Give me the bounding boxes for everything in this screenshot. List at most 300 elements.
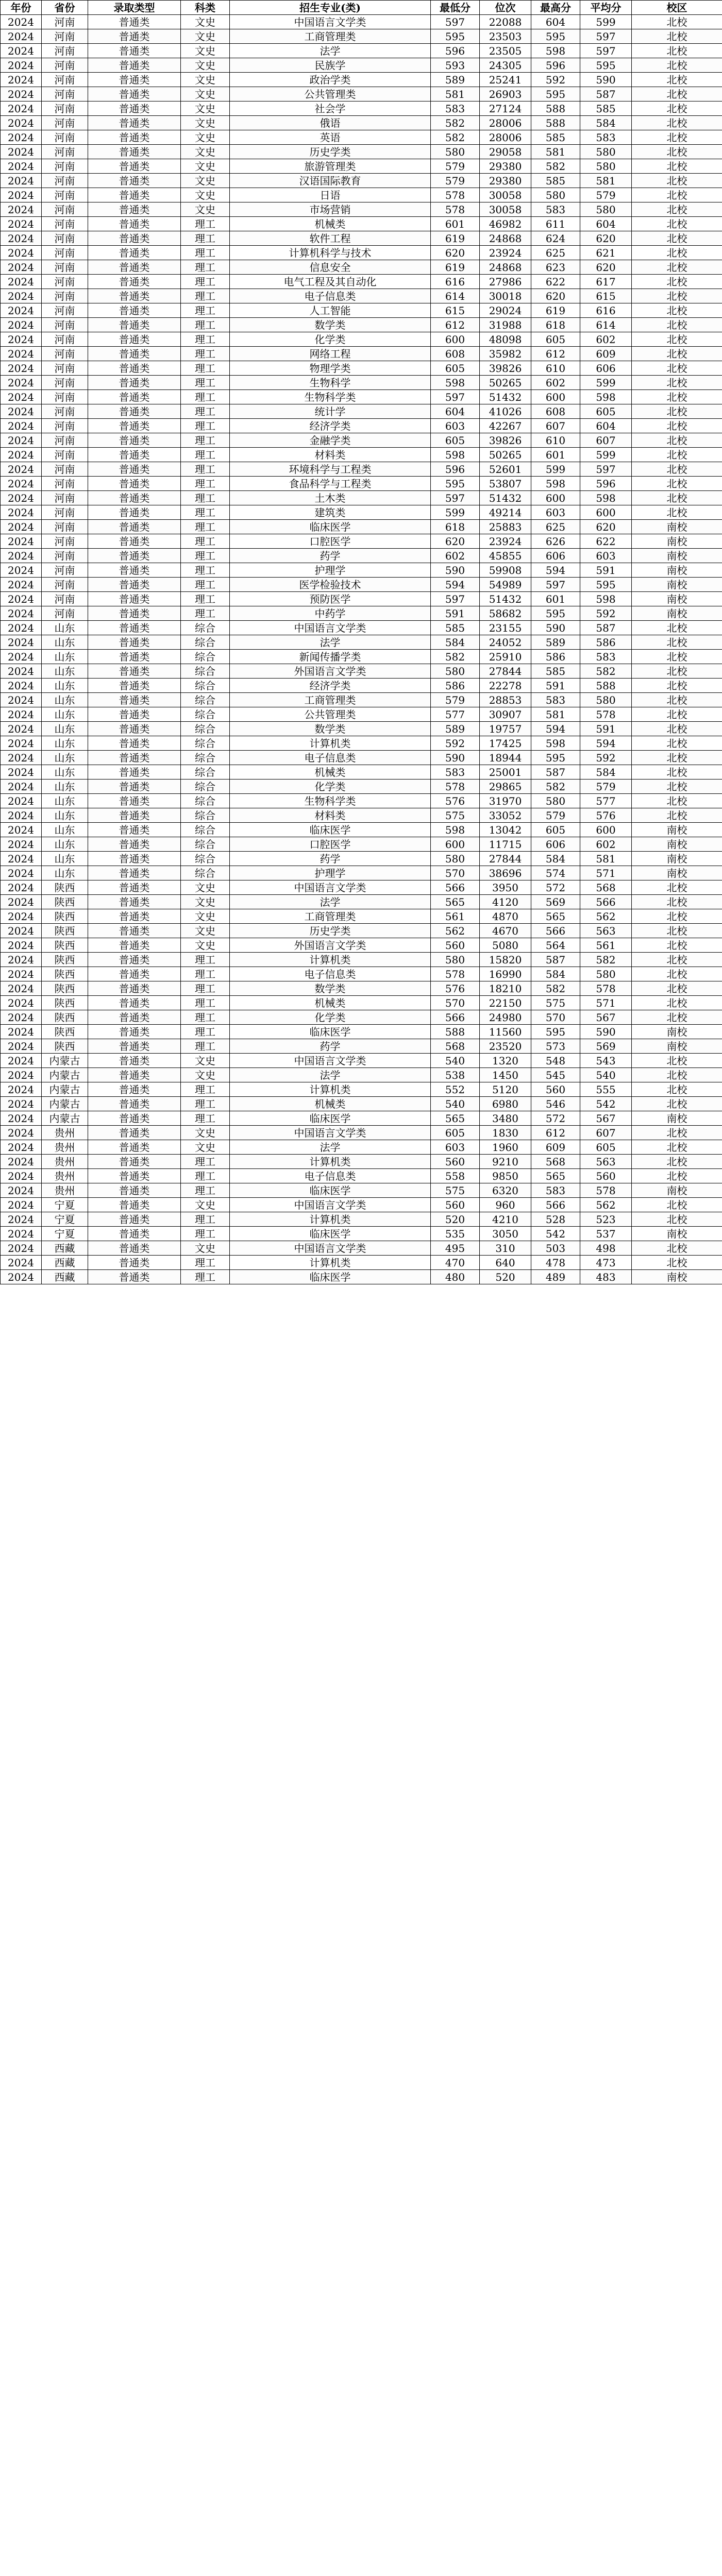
- major-cell: 法学: [230, 1140, 431, 1155]
- table-row: [1, 347, 722, 361]
- table-row: [1, 390, 722, 404]
- avg-score-cell: 609: [580, 347, 632, 361]
- admission-type-cell: 普通类: [88, 130, 181, 145]
- campus-cell: 北校: [632, 1169, 722, 1183]
- min-score-cell: 584: [431, 635, 480, 650]
- max-score-cell: 601: [531, 448, 580, 462]
- table-row: [1, 159, 722, 174]
- campus-cell: 北校: [632, 938, 722, 953]
- province-cell: 河南: [42, 246, 88, 260]
- avg-score-cell: 579: [580, 188, 632, 202]
- major-cell: 材料类: [230, 448, 431, 462]
- table-row: [1, 909, 722, 924]
- province-cell: 山东: [42, 679, 88, 693]
- campus-cell: 北校: [632, 707, 722, 722]
- avg-score-cell: 566: [580, 895, 632, 909]
- min-score-cell: 605: [431, 361, 480, 376]
- province-cell: 内蒙古: [42, 1054, 88, 1068]
- max-score-cell: 606: [531, 549, 580, 563]
- max-score-cell: 489: [531, 1270, 580, 1284]
- year-cell: 2024: [1, 289, 42, 303]
- category-cell: 综合: [181, 722, 230, 736]
- min-score-cell: 583: [431, 101, 480, 116]
- table-row: [1, 477, 722, 491]
- table-row: [1, 217, 722, 231]
- min-score-cell: 582: [431, 116, 480, 130]
- max-score-cell: 565: [531, 909, 580, 924]
- campus-cell: 北校: [632, 404, 722, 419]
- province-cell: 西藏: [42, 1256, 88, 1270]
- campus-cell: 北校: [632, 376, 722, 390]
- avg-score-cell: 604: [580, 217, 632, 231]
- max-score-cell: 605: [531, 823, 580, 837]
- min-score-cell: 593: [431, 58, 480, 73]
- min-score-cell: 599: [431, 505, 480, 520]
- province-cell: 河南: [42, 549, 88, 563]
- max-score-cell: 607: [531, 419, 580, 433]
- max-score-cell: 604: [531, 15, 580, 29]
- year-cell: 2024: [1, 419, 42, 433]
- avg-score-cell: 607: [580, 433, 632, 448]
- campus-cell: 北校: [632, 116, 722, 130]
- avg-score-cell: 579: [580, 779, 632, 794]
- year-cell: 2024: [1, 1169, 42, 1183]
- category-cell: 文史: [181, 58, 230, 73]
- rank-cell: 23924: [480, 534, 531, 549]
- avg-score-cell: 616: [580, 303, 632, 318]
- avg-score-cell: 587: [580, 87, 632, 101]
- max-score-cell: 609: [531, 1140, 580, 1155]
- rank-cell: 15820: [480, 953, 531, 967]
- max-score-cell: 585: [531, 130, 580, 145]
- table-body: [1, 15, 722, 1284]
- admission-type-cell: 普通类: [88, 981, 181, 996]
- rank-cell: 25241: [480, 73, 531, 87]
- province-cell: 河南: [42, 159, 88, 174]
- year-cell: 2024: [1, 1241, 42, 1256]
- category-cell: 理工: [181, 462, 230, 477]
- avg-score-cell: 597: [580, 29, 632, 44]
- avg-score-cell: 582: [580, 664, 632, 679]
- campus-cell: 北校: [632, 765, 722, 779]
- table-row: [1, 592, 722, 606]
- min-score-cell: 616: [431, 275, 480, 289]
- rank-cell: 19757: [480, 722, 531, 736]
- min-score-cell: 538: [431, 1068, 480, 1082]
- rank-cell: 1960: [480, 1140, 531, 1155]
- rank-cell: 30058: [480, 202, 531, 217]
- major-cell: 中国语言文学类: [230, 1054, 431, 1068]
- admission-type-cell: 普通类: [88, 419, 181, 433]
- table-row: [1, 1054, 722, 1068]
- category-cell: 理工: [181, 289, 230, 303]
- campus-cell: 北校: [632, 967, 722, 981]
- table-row: [1, 15, 722, 29]
- rank-cell: 520: [480, 1270, 531, 1284]
- rank-cell: 1830: [480, 1126, 531, 1140]
- admission-type-cell: 普通类: [88, 650, 181, 664]
- table-row: [1, 808, 722, 823]
- major-cell: 建筑类: [230, 505, 431, 520]
- campus-cell: 北校: [632, 246, 722, 260]
- table-row: [1, 491, 722, 505]
- table-row: [1, 1140, 722, 1155]
- admission-type-cell: 普通类: [88, 202, 181, 217]
- rank-cell: 22278: [480, 679, 531, 693]
- province-cell: 河南: [42, 303, 88, 318]
- province-cell: 山东: [42, 751, 88, 765]
- major-cell: 英语: [230, 130, 431, 145]
- year-cell: 2024: [1, 130, 42, 145]
- avg-score-cell: 582: [580, 953, 632, 967]
- min-score-cell: 594: [431, 578, 480, 592]
- min-score-cell: 598: [431, 823, 480, 837]
- category-cell: 理工: [181, 332, 230, 347]
- admission-type-cell: 普通类: [88, 376, 181, 390]
- min-score-cell: 614: [431, 289, 480, 303]
- province-cell: 河南: [42, 404, 88, 419]
- year-cell: 2024: [1, 751, 42, 765]
- year-cell: 2024: [1, 202, 42, 217]
- campus-cell: 南校: [632, 578, 722, 592]
- province-cell: 河南: [42, 332, 88, 347]
- campus-cell: 南校: [632, 1227, 722, 1241]
- year-cell: 2024: [1, 188, 42, 202]
- category-cell: 理工: [181, 1025, 230, 1039]
- max-score-cell: 545: [531, 1068, 580, 1082]
- rank-cell: 29380: [480, 174, 531, 188]
- major-cell: 俄语: [230, 116, 431, 130]
- province-cell: 内蒙古: [42, 1097, 88, 1111]
- campus-cell: 南校: [632, 606, 722, 621]
- rank-cell: 26903: [480, 87, 531, 101]
- category-cell: 理工: [181, 1039, 230, 1054]
- admission-type-cell: 普通类: [88, 1183, 181, 1198]
- table-row: [1, 635, 722, 650]
- major-cell: 历史学类: [230, 924, 431, 938]
- avg-score-cell: 560: [580, 1169, 632, 1183]
- max-score-cell: 592: [531, 73, 580, 87]
- avg-score-cell: 571: [580, 996, 632, 1010]
- rank-cell: 11560: [480, 1025, 531, 1039]
- header-campus: 校区: [632, 1, 722, 15]
- province-cell: 河南: [42, 563, 88, 578]
- admission-type-cell: 普通类: [88, 1241, 181, 1256]
- header-avg-score: 平均分: [580, 1, 632, 15]
- rank-cell: 9210: [480, 1155, 531, 1169]
- campus-cell: 北校: [632, 275, 722, 289]
- year-cell: 2024: [1, 1270, 42, 1284]
- max-score-cell: 619: [531, 303, 580, 318]
- major-cell: 外国语言文学类: [230, 664, 431, 679]
- min-score-cell: 605: [431, 1126, 480, 1140]
- campus-cell: 北校: [632, 58, 722, 73]
- admission-type-cell: 普通类: [88, 1039, 181, 1054]
- rank-cell: 960: [480, 1198, 531, 1212]
- category-cell: 综合: [181, 693, 230, 707]
- rank-cell: 27844: [480, 852, 531, 866]
- max-score-cell: 565: [531, 1169, 580, 1183]
- avg-score-cell: 563: [580, 924, 632, 938]
- campus-cell: 北校: [632, 895, 722, 909]
- min-score-cell: 578: [431, 202, 480, 217]
- max-score-cell: 625: [531, 246, 580, 260]
- min-score-cell: 585: [431, 621, 480, 635]
- province-cell: 河南: [42, 606, 88, 621]
- table-row: [1, 823, 722, 837]
- category-cell: 综合: [181, 808, 230, 823]
- major-cell: 社会学: [230, 101, 431, 116]
- province-cell: 陕西: [42, 924, 88, 938]
- major-cell: 计算机类: [230, 953, 431, 967]
- rank-cell: 49214: [480, 505, 531, 520]
- admission-type-cell: 普通类: [88, 1212, 181, 1227]
- category-cell: 文史: [181, 73, 230, 87]
- min-score-cell: 495: [431, 1241, 480, 1256]
- major-cell: 中国语言文学类: [230, 15, 431, 29]
- rank-cell: 27844: [480, 664, 531, 679]
- category-cell: 综合: [181, 621, 230, 635]
- category-cell: 理工: [181, 347, 230, 361]
- category-cell: 文史: [181, 87, 230, 101]
- admission-type-cell: 普通类: [88, 895, 181, 909]
- admission-type-cell: 普通类: [88, 1082, 181, 1097]
- avg-score-cell: 568: [580, 880, 632, 895]
- min-score-cell: 540: [431, 1054, 480, 1068]
- min-score-cell: 618: [431, 520, 480, 534]
- min-score-cell: 562: [431, 924, 480, 938]
- table-row: [1, 174, 722, 188]
- category-cell: 文史: [181, 174, 230, 188]
- province-cell: 河南: [42, 534, 88, 549]
- campus-cell: 北校: [632, 289, 722, 303]
- min-score-cell: 566: [431, 880, 480, 895]
- avg-score-cell: 622: [580, 534, 632, 549]
- min-score-cell: 603: [431, 419, 480, 433]
- admission-type-cell: 普通类: [88, 852, 181, 866]
- rank-cell: 24305: [480, 58, 531, 73]
- max-score-cell: 584: [531, 967, 580, 981]
- province-cell: 贵州: [42, 1183, 88, 1198]
- max-score-cell: 581: [531, 145, 580, 159]
- rank-cell: 28006: [480, 116, 531, 130]
- table-row: [1, 231, 722, 246]
- admission-type-cell: 普通类: [88, 563, 181, 578]
- table-row: [1, 563, 722, 578]
- max-score-cell: 605: [531, 332, 580, 347]
- max-score-cell: 582: [531, 779, 580, 794]
- avg-score-cell: 581: [580, 852, 632, 866]
- max-score-cell: 585: [531, 174, 580, 188]
- year-cell: 2024: [1, 29, 42, 44]
- campus-cell: 北校: [632, 1054, 722, 1068]
- max-score-cell: 602: [531, 376, 580, 390]
- avg-score-cell: 599: [580, 15, 632, 29]
- province-cell: 河南: [42, 44, 88, 58]
- max-score-cell: 566: [531, 1198, 580, 1212]
- table-row: [1, 707, 722, 722]
- campus-cell: 北校: [632, 1212, 722, 1227]
- admission-type-cell: 普通类: [88, 1111, 181, 1126]
- major-cell: 法学: [230, 1068, 431, 1082]
- major-cell: 中国语言文学类: [230, 1241, 431, 1256]
- year-cell: 2024: [1, 1068, 42, 1082]
- min-score-cell: 560: [431, 1155, 480, 1169]
- category-cell: 理工: [181, 260, 230, 275]
- avg-score-cell: 555: [580, 1082, 632, 1097]
- province-cell: 贵州: [42, 1155, 88, 1169]
- max-score-cell: 598: [531, 44, 580, 58]
- rank-cell: 1450: [480, 1068, 531, 1082]
- rank-cell: 1320: [480, 1054, 531, 1068]
- rank-cell: 51432: [480, 592, 531, 606]
- rank-cell: 53807: [480, 477, 531, 491]
- avg-score-cell: 595: [580, 578, 632, 592]
- table-row: [1, 246, 722, 260]
- category-cell: 理工: [181, 967, 230, 981]
- rank-cell: 25910: [480, 650, 531, 664]
- category-cell: 综合: [181, 765, 230, 779]
- avg-score-cell: 537: [580, 1227, 632, 1241]
- category-cell: 理工: [181, 1183, 230, 1198]
- avg-score-cell: 595: [580, 58, 632, 73]
- year-cell: 2024: [1, 909, 42, 924]
- min-score-cell: 600: [431, 837, 480, 852]
- province-cell: 宁夏: [42, 1212, 88, 1227]
- category-cell: 理工: [181, 404, 230, 419]
- major-cell: 旅游管理类: [230, 159, 431, 174]
- table-row: [1, 1155, 722, 1169]
- province-cell: 河南: [42, 592, 88, 606]
- campus-cell: 南校: [632, 1111, 722, 1126]
- year-cell: 2024: [1, 361, 42, 376]
- max-score-cell: 587: [531, 765, 580, 779]
- campus-cell: 北校: [632, 130, 722, 145]
- province-cell: 陕西: [42, 1010, 88, 1025]
- min-score-cell: 480: [431, 1270, 480, 1284]
- major-cell: 数学类: [230, 318, 431, 332]
- category-cell: 理工: [181, 275, 230, 289]
- max-score-cell: 587: [531, 953, 580, 967]
- min-score-cell: 595: [431, 477, 480, 491]
- category-cell: 理工: [181, 1169, 230, 1183]
- table-row: [1, 448, 722, 462]
- avg-score-cell: 563: [580, 1155, 632, 1169]
- avg-score-cell: 602: [580, 332, 632, 347]
- campus-cell: 北校: [632, 29, 722, 44]
- campus-cell: 南校: [632, 563, 722, 578]
- rank-cell: 27986: [480, 275, 531, 289]
- admission-type-cell: 普通类: [88, 549, 181, 563]
- province-cell: 河南: [42, 202, 88, 217]
- campus-cell: 北校: [632, 996, 722, 1010]
- campus-cell: 北校: [632, 462, 722, 477]
- min-score-cell: 619: [431, 231, 480, 246]
- table-row: [1, 549, 722, 563]
- year-cell: 2024: [1, 217, 42, 231]
- province-cell: 河南: [42, 260, 88, 275]
- year-cell: 2024: [1, 592, 42, 606]
- major-cell: 外国语言文学类: [230, 938, 431, 953]
- admission-type-cell: 普通类: [88, 505, 181, 520]
- max-score-cell: 581: [531, 707, 580, 722]
- avg-score-cell: 602: [580, 837, 632, 852]
- admission-type-cell: 普通类: [88, 491, 181, 505]
- year-cell: 2024: [1, 174, 42, 188]
- avg-score-cell: 498: [580, 1241, 632, 1256]
- rank-cell: 4120: [480, 895, 531, 909]
- max-score-cell: 591: [531, 679, 580, 693]
- province-cell: 河南: [42, 390, 88, 404]
- province-cell: 宁夏: [42, 1198, 88, 1212]
- category-cell: 理工: [181, 505, 230, 520]
- avg-score-cell: 620: [580, 260, 632, 275]
- major-cell: 药学: [230, 852, 431, 866]
- campus-cell: 北校: [632, 448, 722, 462]
- max-score-cell: 570: [531, 1010, 580, 1025]
- province-cell: 河南: [42, 101, 88, 116]
- major-cell: 物理学类: [230, 361, 431, 376]
- year-cell: 2024: [1, 981, 42, 996]
- min-score-cell: 600: [431, 332, 480, 347]
- campus-cell: 北校: [632, 953, 722, 967]
- category-cell: 综合: [181, 664, 230, 679]
- min-score-cell: 580: [431, 852, 480, 866]
- table-row: [1, 332, 722, 347]
- campus-cell: 北校: [632, 505, 722, 520]
- min-score-cell: 579: [431, 174, 480, 188]
- category-cell: 理工: [181, 996, 230, 1010]
- year-cell: 2024: [1, 823, 42, 837]
- admission-type-cell: 普通类: [88, 1169, 181, 1183]
- province-cell: 河南: [42, 318, 88, 332]
- major-cell: 计算机类: [230, 1256, 431, 1270]
- category-cell: 文史: [181, 1126, 230, 1140]
- admission-type-cell: 普通类: [88, 909, 181, 924]
- province-cell: 西藏: [42, 1270, 88, 1284]
- avg-score-cell: 598: [580, 390, 632, 404]
- major-cell: 材料类: [230, 808, 431, 823]
- year-cell: 2024: [1, 1126, 42, 1140]
- admission-type-cell: 普通类: [88, 462, 181, 477]
- campus-cell: 北校: [632, 159, 722, 174]
- category-cell: 文史: [181, 130, 230, 145]
- table-row: [1, 621, 722, 635]
- min-score-cell: 561: [431, 909, 480, 924]
- avg-score-cell: 620: [580, 231, 632, 246]
- campus-cell: 北校: [632, 217, 722, 231]
- min-score-cell: 582: [431, 130, 480, 145]
- province-cell: 山东: [42, 707, 88, 722]
- province-cell: 河南: [42, 87, 88, 101]
- major-cell: 经济学类: [230, 679, 431, 693]
- table-row: [1, 433, 722, 448]
- table-row: [1, 1097, 722, 1111]
- major-cell: 金融学类: [230, 433, 431, 448]
- major-cell: 生物科学类: [230, 390, 431, 404]
- category-cell: 理工: [181, 606, 230, 621]
- province-cell: 陕西: [42, 880, 88, 895]
- max-score-cell: 586: [531, 650, 580, 664]
- major-cell: 计算机科学与技术: [230, 246, 431, 260]
- major-cell: 政治学类: [230, 73, 431, 87]
- min-score-cell: 552: [431, 1082, 480, 1097]
- max-score-cell: 582: [531, 981, 580, 996]
- campus-cell: 北校: [632, 1198, 722, 1212]
- min-score-cell: 615: [431, 303, 480, 318]
- rank-cell: 4870: [480, 909, 531, 924]
- avg-score-cell: 584: [580, 116, 632, 130]
